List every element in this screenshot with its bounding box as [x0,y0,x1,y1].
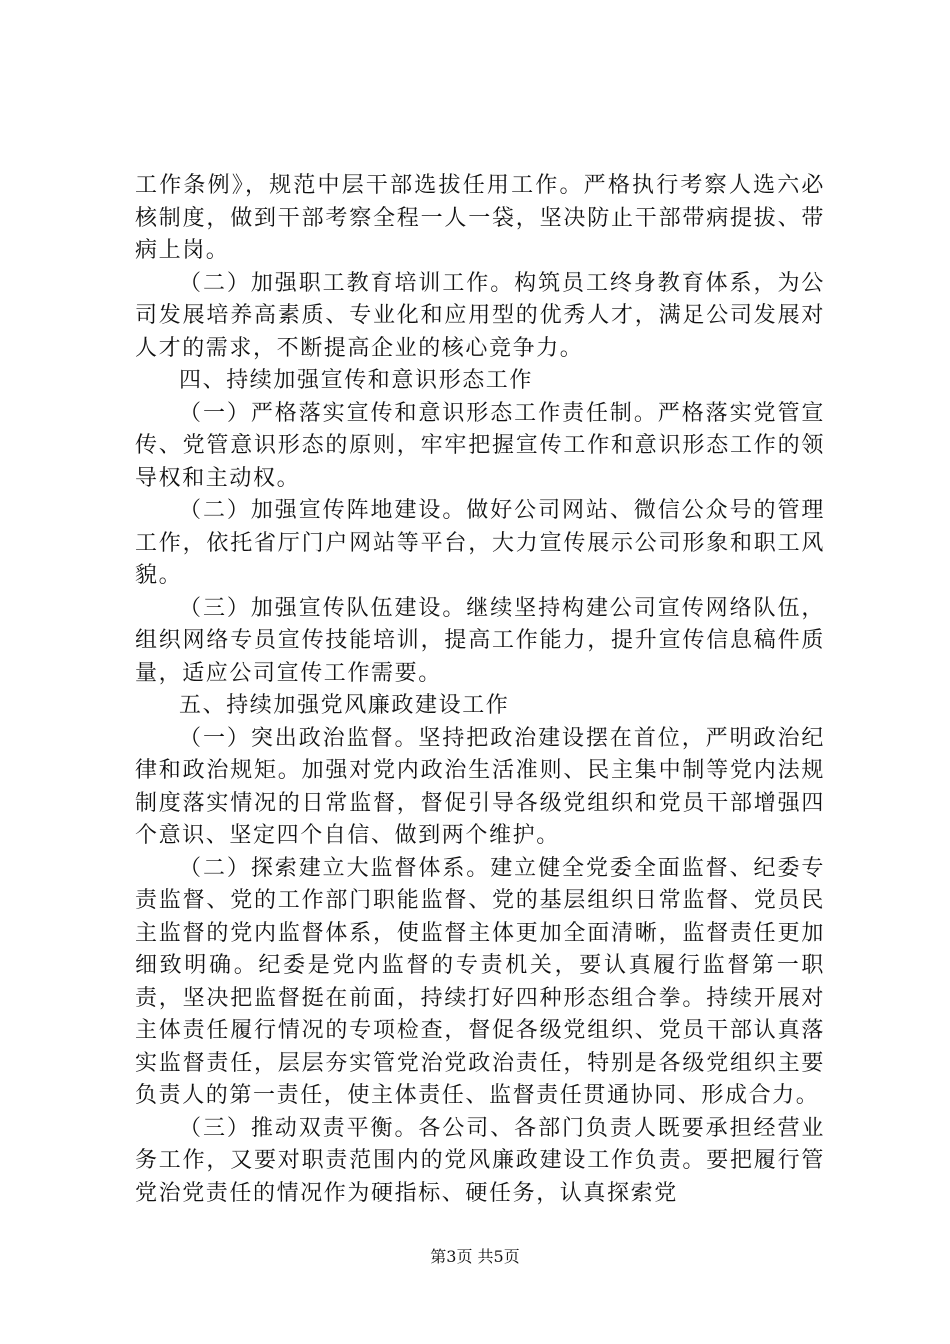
paragraph-staff-training: （二）加强职工教育培训工作。构筑员工终身教育体系，为公司发展培养高素质、专业化和应用型的优秀人才，满足公司发展对人才的需求，不断提高企业的核心竞争力。 [135,270,825,361]
section-heading-integrity: 五、持续加强党风廉政建设工作 [179,693,510,718]
document-body [135,170,825,1210]
paragraph-political-supervision: （一）突出政治监督。坚持把政治建设摆在首位，严明政治纪律和政治规矩。加强对党内政治生活准则、民主集中制等党内法规制度落实情况的日常监督，督促引导各级党组织和党员干部增强四个意识、坚定四个自信、做到两个维护。 [135,725,825,848]
paragraph-dual-responsibility: （三）推动双责平衡。各公司、各部门负责人既要承担经营业务工作，又要对职责范围内的党风廉政建设工作负责。要把履行管党治党责任的情况作为硬指标、硬任务，认真探索党 [135,1115,825,1206]
paragraph-supervision-system: （二）探索建立大监督体系。建立健全党委全面监督、纪委专责监督、党的工作部门职能监督、党的基层组织日常监督、党员民主监督的党内监督体系，使监督主体更加全面清晰，监督责任更加细致明确。纪委是党内监督的专责机关，要认真履行监督第一职责，坚决把监督挺在前面，持续打好四种形态组合拳。持续开展对主体责任履行情况的专项检查，督促各级党组织、党员干部认真落实监督责任，层层夯实管党治党政治责任，特别是各级党组织主要负责人的第一责任，使主体责任、监督责任贯通协同、形成合力。 [135,855,825,1108]
paragraph-propaganda-team: （三）加强宣传队伍建设。继续坚持构建公司宣传网络队伍，组织网络专员宣传技能培训，提高工作能力，提升宣传信息稿件质量，适应公司宣传工作需要。 [135,595,825,686]
paragraph-continuation: 工作条例》，规范中层干部选拔任用工作。严格执行考察人选六必核制度，做到干部考察全程一人一袋，坚决防止干部带病提拔、带病上岗。 [135,173,825,263]
paragraph-responsibility-system: （一）严格落实宣传和意识形态工作责任制。严格落实党管宣传、党管意识形态的原则，牢牢把握宣传工作和意识形态工作的领导权和主动权。 [135,400,825,491]
section-heading-propaganda: 四、持续加强宣传和意识形态工作 [179,368,534,393]
paragraph-propaganda-platform: （二）加强宣传阵地建设。做好公司网站、微信公众号的管理工作，依托省厅门户网站等平台，大力宣传展示公司形象和职工风貌。 [135,498,825,588]
page-footer: 第3页 共5页 [430,1247,520,1266]
